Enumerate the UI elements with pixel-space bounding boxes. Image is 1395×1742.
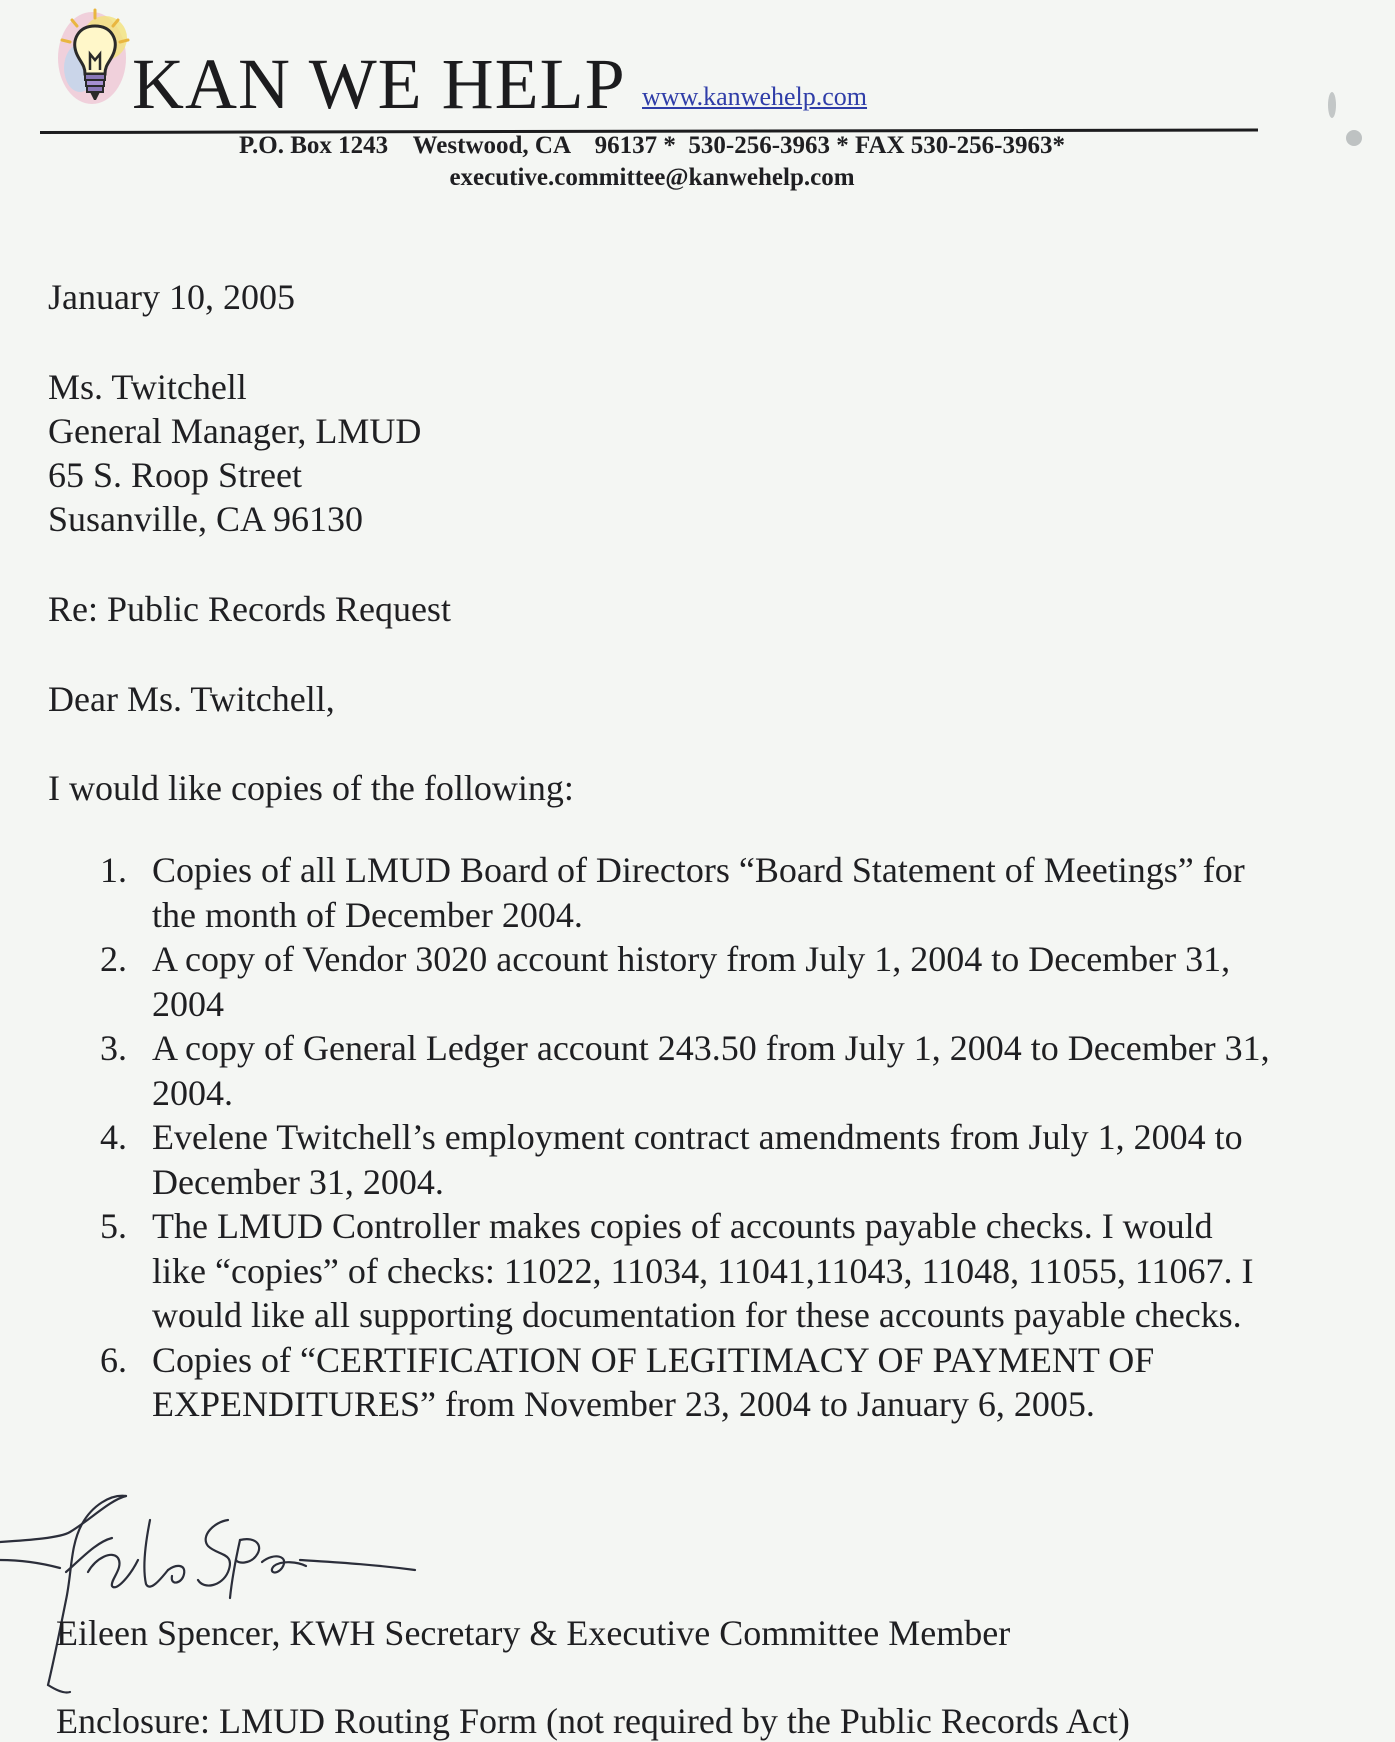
list-item-number: 5.	[100, 1206, 127, 1246]
subject-line: Re: Public Records Request	[48, 589, 451, 629]
enclosure-note: Enclosure: LMUD Routing Form (not required by the Public Records Act)	[56, 1701, 1130, 1741]
letterhead-address: P.O. Box 1243 Westwood, CA 96137 * 530-256-3963 * FAX 530-256-3963*	[239, 132, 1065, 159]
list-item	[100, 937, 1270, 1026]
list-item	[100, 1115, 1270, 1204]
list-item	[100, 1338, 1270, 1427]
list-item-number: 6.	[100, 1339, 127, 1380]
salutation: Dear Ms. Twitchell,	[48, 679, 335, 719]
letter-date: January 10, 2005	[48, 277, 295, 317]
list-item	[100, 1026, 1270, 1115]
recipient-city: Susanville, CA 96130	[48, 499, 364, 539]
list-item-number: 3.	[100, 1028, 127, 1068]
request-list	[100, 848, 1270, 1427]
list-item	[100, 848, 1270, 937]
website-link[interactable]: www.kanwehelp.com	[642, 82, 868, 111]
signature-block: Eileen Spencer, KWH Secretary & Executive Committee Member	[56, 1613, 1011, 1653]
list-item	[100, 1204, 1270, 1338]
handwritten-signature	[0, 1480, 430, 1730]
lightbulb-icon	[50, 8, 140, 112]
recipient-street: 65 S. Roop Street	[48, 455, 303, 495]
intro-paragraph: I would like copies of the following:	[48, 768, 574, 808]
list-item-number: 1.	[100, 850, 127, 890]
letterhead-email: executive.committee@kanwehelp.com	[449, 164, 855, 191]
scan-smudge	[1346, 130, 1362, 146]
list-item-number: 2.	[100, 939, 127, 979]
recipient-name: Ms. Twitchell	[48, 367, 247, 407]
list-item-text: Copies of all LMUD Board of Directors “Board Statement of Meetings” for the month of December 2004.	[152, 850, 1245, 935]
list-item-text: Copies of “CERTIFICATION OF LEGITIMACY OF PAYMENT OF EXPENDITURES” from November 23, 2004 to January 6, 2005.	[152, 1339, 1155, 1424]
list-item-text: A copy of Vendor 3020 account history from July 1, 2004 to December 31, 2004	[152, 939, 1231, 1024]
list-item-text: The LMUD Controller makes copies of accounts payable checks. I would like “copies” of checks: 11022, 11034, 11041,11043, 11048, 11055, 11067. I would like all supporting documentation for these accounts payable checks.	[152, 1206, 1254, 1335]
list-item-text: A copy of General Ledger account 243.50 from July 1, 2004 to December 31, 2004.	[152, 1028, 1270, 1113]
scan-smudge	[1328, 92, 1336, 118]
list-item-text: Evelene Twitchell’s employment contract amendments from July 1, 2004 to December 31, 2004.	[152, 1117, 1243, 1202]
list-item-number: 4.	[100, 1117, 127, 1157]
organization-name: KAN WE HELP	[132, 44, 626, 124]
recipient-title: General Manager, LMUD	[48, 411, 422, 451]
